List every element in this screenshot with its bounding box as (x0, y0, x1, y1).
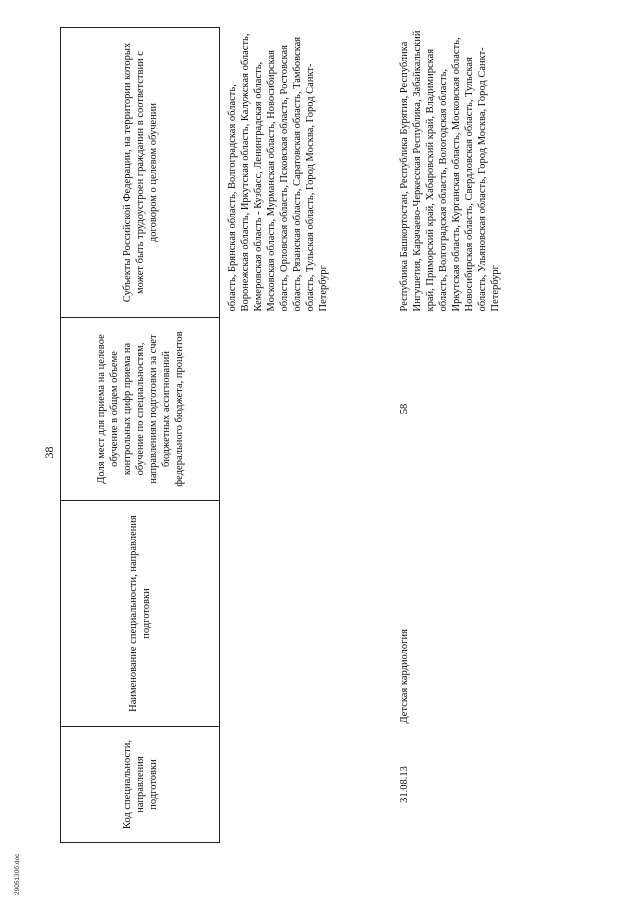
header-code: Код специальности, направления подготовки (61, 727, 220, 843)
cell-share: 58 (399, 403, 410, 415)
cell-name: Детская кардиология (399, 629, 410, 724)
cell-name (220, 501, 393, 727)
table-row (220, 28, 393, 843)
header-name: Наименование специальности, направления подготовки (61, 501, 220, 727)
table-header-row (61, 28, 220, 843)
cell-code: 31.08.13 (399, 766, 410, 803)
cell-regions: Республика Башкортостан, Республика Бурятия, Республика Ингушетия, Карачаево-Черкесская Республика, Забайкальский край, Приморский край, Хабаровский край, Владимирская область, Волгоградская область, Вологодская область, Иркутская область, Курганская область, Московская область, Новосибирская область, Свердловская область, Тульская область, Ульяновская область, Город Москва, Город Санкт-Петербург (399, 30, 501, 312)
header-regions: Субъекты Российской Федерации, на территории которых может быть трудоустроен гражданин в соответствии с договором о целевом обучении (61, 28, 220, 318)
table-row (392, 28, 504, 843)
header-share: Доля мест для приема на целевое обучение в общем объеме контрольных цифр приема на обучение по специальностям, направлениям подготовки за счет бюджетных ассигнований федерального бюджета, процентов (61, 318, 220, 501)
cell-share (220, 318, 393, 501)
cell-code (220, 727, 393, 843)
target-training-table (60, 27, 504, 843)
cell-regions: область, Брянская область, Волгоградская область, Воронежская область, Иркутская область, Калужская область, Кемеровская область - Кузбасс, Ленинградская область, Московская область, Мурманская область, Новосибирская область, Орловская область, Псковская область, Ростовская область, Рязанская область, Саратовская область, Тамбовская область, Тульская область, Город Москва, Город Санкт-Петербург (227, 33, 329, 312)
footer-file-code: 2905130б.doc (14, 853, 21, 895)
page-number: 38 (42, 446, 56, 459)
